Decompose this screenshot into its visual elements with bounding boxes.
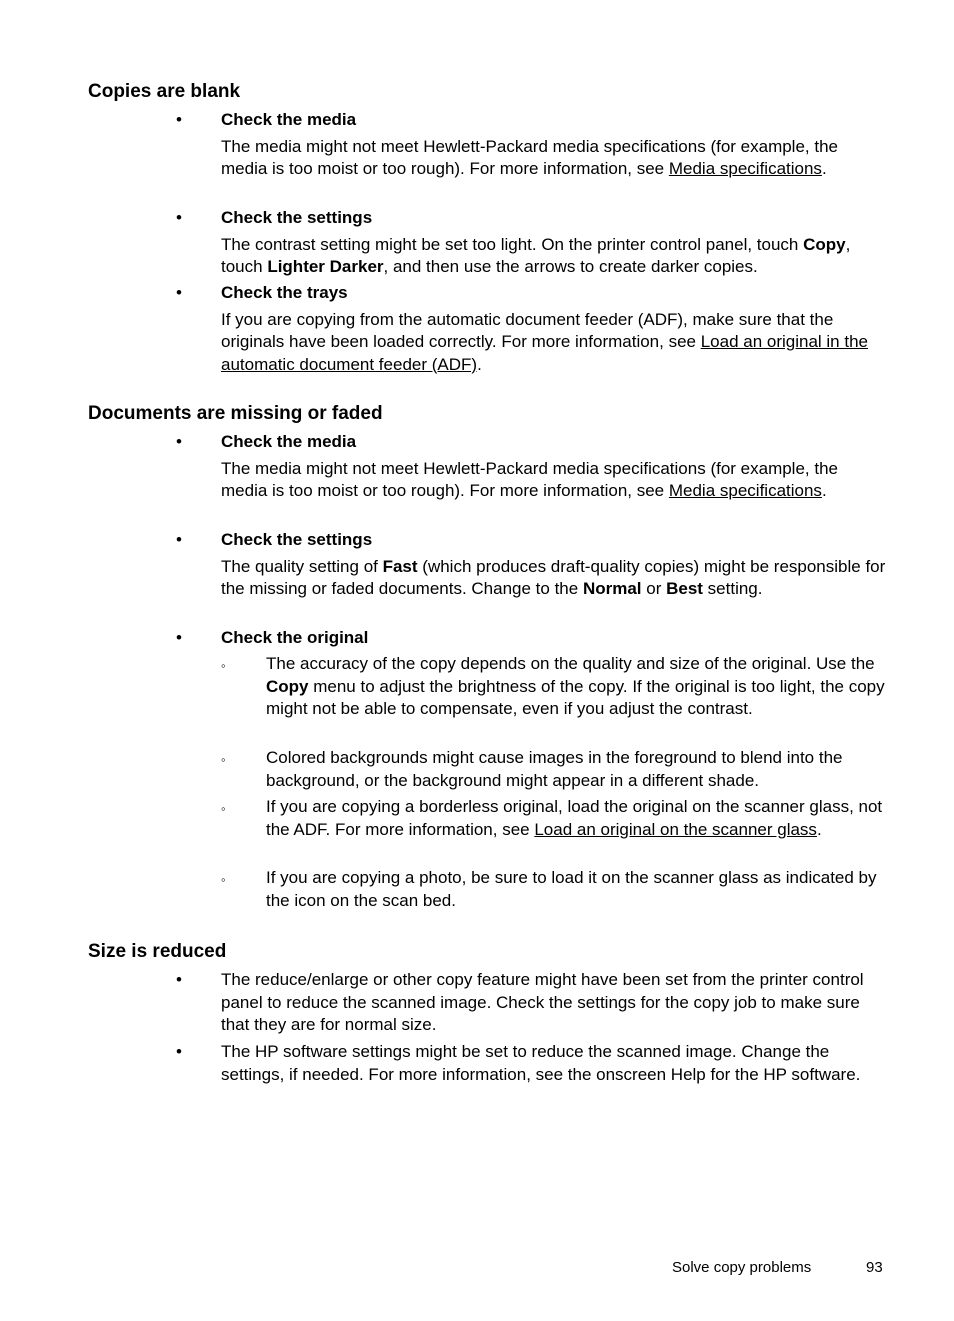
sub-list-item: If you are copying a photo, be sure to load it on the scanner glass as indicated by the icon on the scan bed. <box>266 868 877 910</box>
bullet: • <box>176 970 182 989</box>
list-item <box>221 207 886 279</box>
item-text: The media might not meet Hewlett-Packard media specifications (for example, the media is too moist or too rough). For more information, see Media specifications. <box>221 458 838 500</box>
list-item <box>221 431 886 503</box>
list-item <box>221 529 886 601</box>
sub-bullet: ◦ <box>221 752 226 767</box>
list-item <box>221 282 886 376</box>
sub-list-item: If you are copying a borderless original, load the original on the scanner glass, not the ADF. For more information, see Load an original on the scanner glass. <box>266 797 883 839</box>
sub-list-item: Colored backgrounds might cause images in the foreground to blend into the background, or the background might appear in a different shade. <box>266 748 843 790</box>
item-title: Check the original <box>221 628 369 647</box>
list-item: The reduce/enlarge or other copy feature might have been set from the printer control panel to reduce the scanned image. Check the settings for the copy job to make sure that they are for normal size. <box>221 970 864 1034</box>
item-text: If you are copying from the automatic document feeder (ADF), make sure that the originals have been loaded correctly. For more information, see Load an original in the automatic document feeder (ADF). <box>221 309 868 374</box>
section-heading-documents-missing: Documents are missing or faded <box>88 403 383 424</box>
media-specifications-link[interactable]: Media specifications <box>668 481 822 500</box>
sub-bullet: ◦ <box>221 872 226 887</box>
bullet: • <box>176 1042 182 1061</box>
bullet: • <box>176 283 182 302</box>
section-heading-copies-blank: Copies are blank <box>88 81 241 102</box>
item-text: The media might not meet Hewlett-Packard media specifications (for example, the media is too moist or too rough). For more information, see Media specifications. <box>221 136 838 178</box>
load-original-adf-link[interactable]: Load an original in the automatic document feeder (ADF) <box>221 332 868 374</box>
item-title: Check the media <box>221 432 357 451</box>
list-item <box>221 627 886 650</box>
sub-list-item: The accuracy of the copy depends on the quality and size of the original. Use the Copy menu to adjust the brightness of the copy. If the original is too light, the copy might not be able to compensate, even if you adjust the contrast. <box>266 654 885 718</box>
bullet: • <box>176 432 182 451</box>
footer-section-title: Solve copy problems <box>672 1259 812 1276</box>
item-text: The contrast setting might be set too light. On the printer control panel, touch Copy, touch Lighter Darker, and then use the arrows to create darker copies. <box>221 234 851 276</box>
bullet: • <box>176 110 182 129</box>
item-title: Check the settings <box>221 530 373 549</box>
sub-bullet: ◦ <box>221 658 226 673</box>
item-title: Check the settings <box>221 208 373 227</box>
item-text: The quality setting of Fast (which produces draft-quality copies) might be responsible for the missing or faded documents. Change to the Normal or Best setting. <box>221 556 886 598</box>
section-heading-size-reduced: Size is reduced <box>88 941 227 962</box>
list-item <box>221 109 886 181</box>
bullet: • <box>176 208 182 227</box>
item-title: Check the trays <box>221 283 348 302</box>
page-number: 93 <box>866 1259 883 1276</box>
load-original-scanner-glass-link[interactable]: Load an original on the scanner glass <box>534 819 817 839</box>
media-specifications-link[interactable]: Media specifications <box>668 159 822 178</box>
item-title: Check the media <box>221 110 357 129</box>
sub-bullet: ◦ <box>221 801 226 816</box>
list-item: The HP software settings might be set to reduce the scanned image. Change the settings, if needed. For more information, see the onscreen Help for the HP software. <box>221 1042 861 1084</box>
bullet: • <box>176 628 182 647</box>
bullet: • <box>176 530 182 549</box>
